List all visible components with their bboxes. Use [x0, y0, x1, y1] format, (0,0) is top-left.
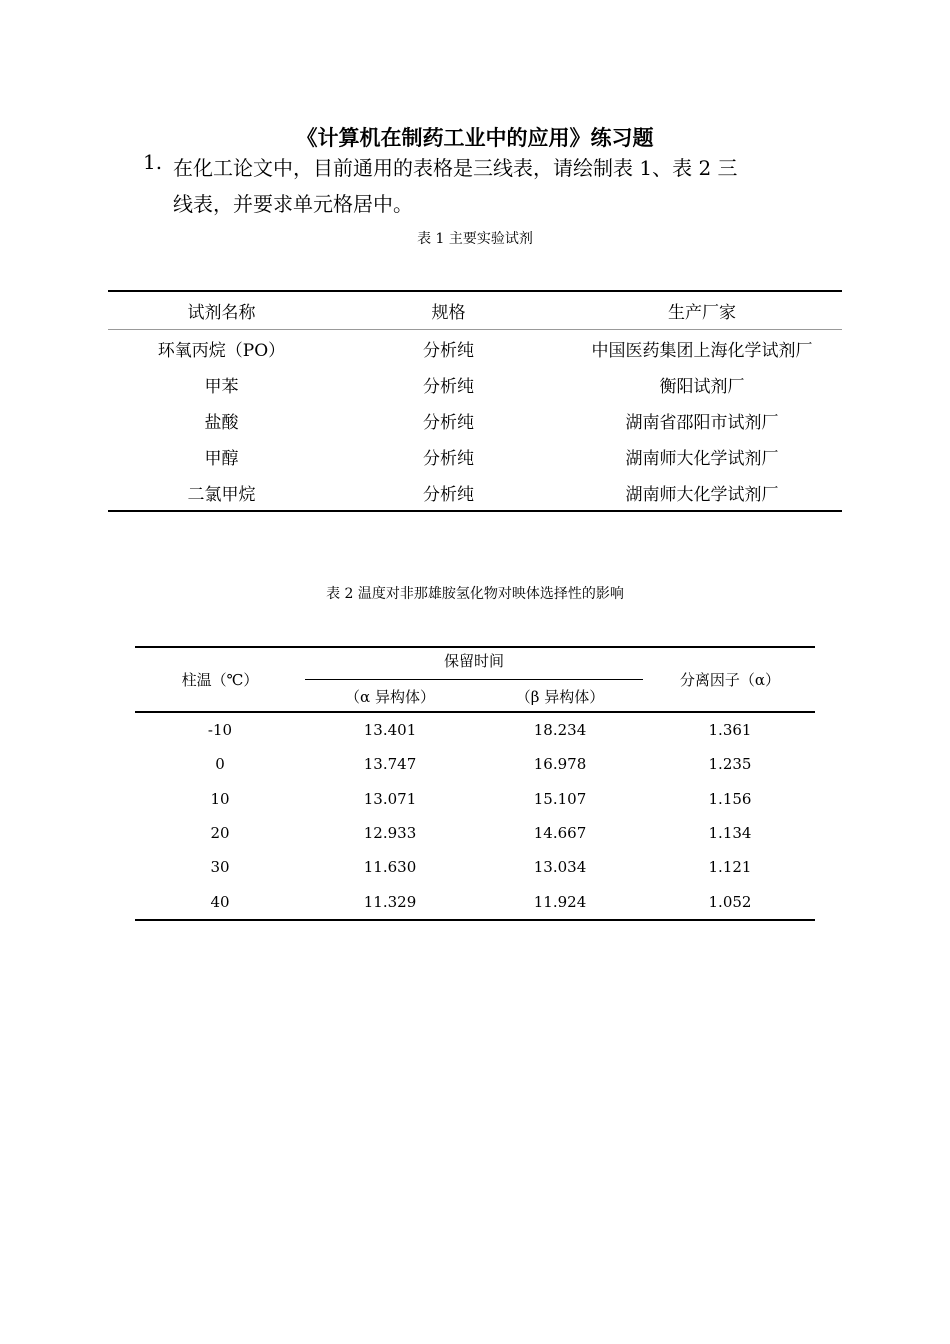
header-specification: 规格 [335, 291, 562, 330]
cell-temperature: 40 [135, 884, 305, 919]
cell-specification: 分析纯 [335, 474, 562, 511]
cell-reagent-name: 环氧丙烷（PO） [157, 340, 286, 361]
cell-beta-retention: 14.667 [533, 824, 587, 843]
cell-separation-factor: 1.121 [708, 858, 752, 877]
cell-beta-retention: 13.034 [533, 858, 587, 877]
table-row [108, 402, 842, 438]
cell-manufacturer: 湖南师大化学试剂厂 [562, 474, 842, 511]
cell-alpha-retention: 13.747 [363, 755, 417, 774]
header-alpha-isomer: （α 异构体） [305, 681, 475, 712]
table-row [108, 474, 842, 511]
question-line-1: 在化工论文中，目前通用的表格是三线表，请绘制表 1、表 2 三 [173, 156, 738, 180]
cell-temperature: 30 [210, 858, 230, 877]
cell-manufacturer: 衡阳试剂厂 [659, 376, 745, 397]
temperature-table [135, 646, 815, 921]
cell-beta-retention: 16.978 [533, 755, 587, 774]
header-beta-isomer: （β 异构体） [475, 681, 645, 712]
cell-alpha-retention: 11.329 [305, 884, 475, 919]
cell-manufacturer: 中国医药集团上海化学试剂厂 [591, 340, 813, 361]
cell-beta-retention: 11.924 [475, 884, 645, 919]
cell-specification: 分析纯 [423, 412, 474, 433]
header-reagent-name: 试剂名称 [108, 291, 335, 330]
table-header-row [135, 647, 815, 681]
table-row [135, 850, 815, 884]
cell-reagent-name: 甲醇 [204, 448, 239, 469]
retention-time-label: 保留时间 [305, 650, 643, 680]
cell-temperature: 10 [210, 789, 230, 808]
table-row [135, 712, 815, 747]
cell-reagent-name: 盐酸 [204, 412, 239, 433]
header-manufacturer: 生产厂家 [562, 291, 842, 330]
table-row [135, 816, 815, 850]
table-row [135, 782, 815, 816]
cell-separation-factor: 1.052 [645, 884, 815, 919]
table-row [108, 438, 842, 474]
cell-alpha-retention: 11.630 [363, 858, 417, 877]
question-number: 1. [143, 150, 163, 174]
cell-reagent-name: 甲苯 [204, 376, 239, 397]
header-column-temperature: 柱温（℃） [135, 647, 305, 712]
table-row [135, 747, 815, 781]
cell-temperature: 0 [215, 755, 225, 774]
header-separation-factor: 分离因子（α） [645, 647, 815, 712]
page-title: 《计算机在制药工业中的应用》练习题 [296, 126, 654, 150]
cell-alpha-retention: 13.071 [363, 789, 417, 808]
cell-separation-factor: 1.361 [708, 721, 752, 740]
cell-temperature: 20 [210, 824, 230, 843]
cell-reagent-name: 二氯甲烷 [108, 474, 335, 511]
cell-manufacturer: 湖南省邵阳市试剂厂 [625, 412, 779, 433]
cell-specification: 分析纯 [423, 376, 474, 397]
cell-separation-factor: 1.156 [708, 789, 752, 808]
cell-separation-factor: 1.134 [708, 824, 752, 843]
cell-beta-retention: 15.107 [533, 789, 587, 808]
cell-specification: 分析纯 [423, 340, 474, 361]
cell-specification: 分析纯 [423, 448, 474, 469]
table-row [108, 366, 842, 402]
table-row [108, 330, 842, 367]
cell-alpha-retention: 12.933 [363, 824, 417, 843]
cell-separation-factor: 1.235 [708, 755, 752, 774]
table2-caption: 表 2 温度对非那雄胺氢化物对映体选择性的影响 [326, 586, 624, 602]
header-retention-time [305, 647, 645, 681]
table1-caption: 表 1 主要实验试剂 [417, 231, 533, 247]
cell-manufacturer: 湖南师大化学试剂厂 [625, 448, 779, 469]
question-text [173, 150, 813, 222]
question-line-2: 线表，并要求单元格居中。 [173, 192, 413, 216]
cell-alpha-retention: 13.401 [363, 721, 417, 740]
table-header-row [108, 291, 842, 330]
table-row [135, 884, 815, 919]
cell-beta-retention: 18.234 [533, 721, 587, 740]
reagent-table [108, 290, 842, 512]
cell-temperature: -10 [207, 721, 233, 740]
